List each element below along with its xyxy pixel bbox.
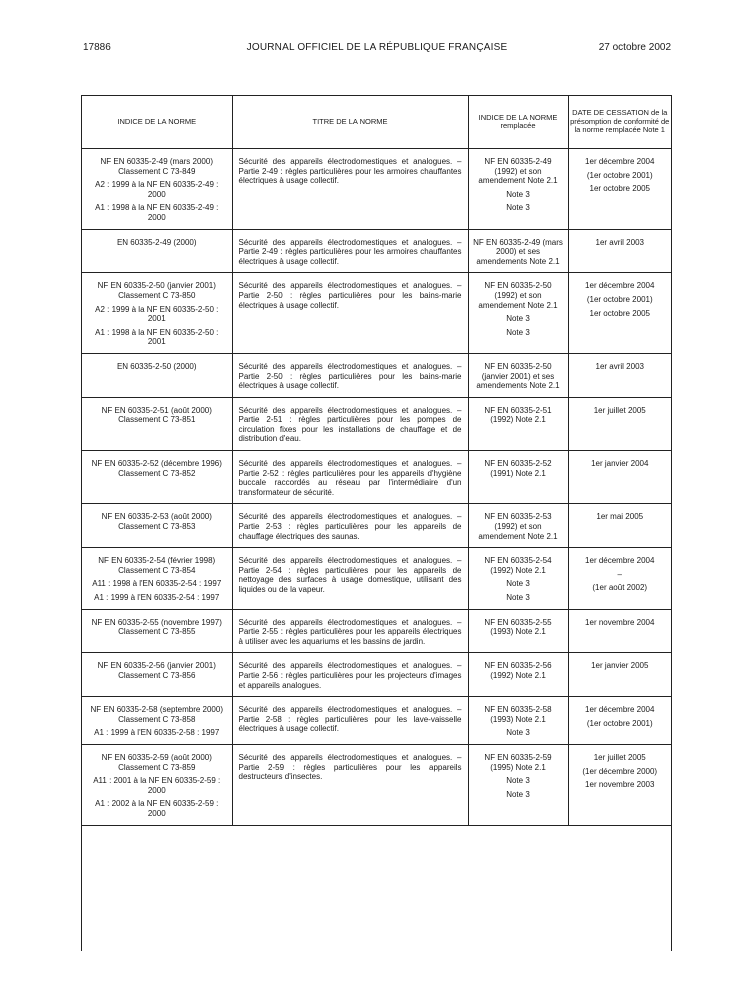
date-block — [569, 451, 672, 475]
amendment-date: – — [617, 569, 622, 579]
table-row — [82, 451, 671, 504]
cell-indice — [82, 504, 232, 548]
norme-remplacee: NF EN 60335-2-50 (janvier 2001) et ses amendements Note 2.1 — [476, 361, 560, 391]
norme-titre: Sécurité des appareils électrodomestiques et analogues. – Partie 2-49 : règles particulières pour les armoires chauffantes électriques à usage collectif. — [238, 157, 462, 186]
norme-indice: EN 60335-2-50 (2000) — [116, 361, 197, 371]
amendment-indice: A1 : 1998 à la NF EN 60335-2-50 : 2001 — [95, 327, 219, 347]
norme-titre: Sécurité des appareils électrodomestiques et analogues. – Partie 2-53 : règles particulières pour les appareils de chauffage électriques des saunas. — [238, 512, 462, 541]
norme-indice: NF EN 60335-2-50 (janvier 2001) Classement C 73-850 — [97, 281, 216, 300]
date-cessation: 1er décembre 2004 — [585, 705, 655, 715]
amendment-date: 1er octobre 2005 — [589, 184, 650, 194]
cell-remplacee — [468, 149, 568, 230]
titre-block — [233, 398, 468, 450]
indice-block — [82, 451, 232, 484]
cell-titre — [232, 609, 468, 653]
indice-block — [82, 697, 232, 744]
table-header-row — [82, 96, 671, 149]
table-row — [82, 229, 671, 273]
indice-block — [82, 745, 232, 825]
date-block — [569, 610, 672, 634]
norme-remplacee: NF EN 60335-2-53 (1992) et son amendement Note 2.1 — [478, 512, 558, 541]
date-block — [569, 653, 672, 677]
amendment-remplacee: Note 3 — [506, 189, 530, 199]
table-body — [82, 149, 671, 826]
amendment-date: (1er octobre 2001) — [586, 170, 653, 180]
titre-block — [233, 451, 468, 503]
indice-block — [82, 230, 232, 254]
titre-block — [233, 504, 468, 547]
amendment-remplacee: Note 3 — [506, 789, 530, 799]
cell-indice — [82, 609, 232, 653]
norme-indice: NF EN 60335-2-58 (septembre 2000) Classement C 73-858 — [90, 705, 223, 724]
cell-titre — [232, 273, 468, 354]
table-row — [82, 273, 671, 354]
norme-titre: Sécurité des appareils électrodomestiques et analogues. – Partie 2-56 : règles particulières pour les projecteurs d'images et appareils analogues. — [238, 661, 462, 690]
cell-remplacee — [468, 697, 568, 745]
cell-titre — [232, 744, 468, 825]
date-block — [569, 548, 672, 599]
norme-remplacee: NF EN 60335-2-49 (mars 2000) et ses amendements Note 2.1 — [473, 237, 563, 266]
norme-remplacee: NF EN 60335-2-56 (1992) Note 2.1 — [484, 661, 552, 680]
cell-titre — [232, 451, 468, 504]
header-indice: INDICE DE LA NORME — [82, 96, 232, 149]
amendment-indice: A1 : 2002 à la NF EN 60335-2-59 : 2000 — [95, 799, 219, 818]
indice-block — [82, 504, 232, 537]
norme-titre: Sécurité des appareils électrodomestiques et analogues. – Partie 2-51 : règles particulières pour les pompes de circulation fixes pour les installations de chauffage et de distribution d'eau. — [238, 405, 462, 444]
amendment-indice: A1 : 1999 à l'EN 60335-2-54 : 1997 — [94, 593, 220, 602]
amendment-remplacee: Note 3 — [506, 327, 530, 337]
cell-titre — [232, 149, 468, 230]
publication-date: 27 octobre 2002 — [598, 42, 671, 53]
cell-date — [568, 504, 671, 548]
header-remplacee: INDICE DE LA NORME remplacée — [468, 96, 568, 149]
cell-date — [568, 397, 671, 450]
norme-remplacee: NF EN 60335-2-51 (1992) Note 2.1 — [484, 405, 552, 425]
amendment-remplacee: Note 3 — [506, 593, 530, 602]
remplacee-block — [469, 548, 568, 608]
cell-remplacee — [468, 273, 568, 354]
date-cessation: 1er avril 2003 — [595, 237, 644, 247]
date-block — [569, 354, 672, 378]
cell-titre — [232, 504, 468, 548]
norme-remplacee: NF EN 60335-2-52 (1991) Note 2.1 — [484, 459, 552, 478]
amendment-remplacee: Note 3 — [506, 776, 530, 786]
amendment-indice: A11 : 1998 à l'EN 60335-2-54 : 1997 — [92, 579, 222, 589]
norme-indice: NF EN 60335-2-53 (août 2000) Classement C 73-853 — [101, 512, 212, 532]
norme-indice: NF EN 60335-2-51 (août 2000) Classement C 73-851 — [101, 405, 212, 425]
cell-indice — [82, 653, 232, 697]
norme-indice: NF EN 60335-2-59 (août 2000) Classement C 73-859 — [101, 752, 212, 772]
amendment-indice: A2 : 1999 à la NF EN 60335-2-50 : 2001 — [95, 304, 219, 324]
cell-remplacee — [468, 548, 568, 609]
indice-block — [82, 273, 232, 353]
cell-date — [568, 744, 671, 825]
cell-indice — [82, 697, 232, 745]
cell-indice — [82, 149, 232, 230]
cell-date — [568, 273, 671, 354]
date-cessation: 1er janvier 2004 — [591, 459, 649, 469]
amendment-date: 1er octobre 2005 — [589, 308, 650, 318]
cell-remplacee — [468, 397, 568, 450]
date-block — [569, 273, 672, 324]
standards-table — [82, 96, 671, 826]
amendment-remplacee: Note 3 — [506, 203, 530, 213]
remplacee-block — [469, 610, 568, 643]
norme-titre: Sécurité des appareils électrodomestiques et analogues. – Partie 2-50 : règles particulières pour les bains-marie électriques à usage collectif. — [238, 281, 462, 310]
norme-remplacee: NF EN 60335-2-58 (1993) Note 2.1 — [484, 705, 552, 724]
cell-titre — [232, 653, 468, 697]
remplacee-block — [469, 745, 568, 805]
norme-titre: Sécurité des appareils électrodomestiques et analogues. – Partie 2-49 : règles particulières pour les armoires chauffantes électriques à usage collectif. — [238, 237, 462, 266]
table-row — [82, 149, 671, 230]
page-header — [83, 42, 671, 56]
date-cessation: 1er mai 2005 — [596, 512, 644, 522]
date-cessation: 1er juillet 2005 — [593, 752, 646, 762]
norme-indice: NF EN 60335-2-49 (mars 2000) Classement C 73-849 — [100, 157, 213, 176]
cell-remplacee — [468, 229, 568, 273]
norme-titre: Sécurité des appareils électrodomestiques et analogues. – Partie 2-52 : règles particulières pour les appareils d'hygiène buccale raccordés au réseau par l'intermédiaire d'un transformateur de sécurité. — [238, 459, 462, 497]
cell-remplacee — [468, 504, 568, 548]
date-cessation: 1er janvier 2005 — [591, 661, 649, 671]
date-cessation: 1er décembre 2004 — [585, 281, 655, 291]
titre-block — [233, 653, 468, 696]
cell-titre — [232, 697, 468, 745]
cell-indice — [82, 397, 232, 450]
cell-remplacee — [468, 451, 568, 504]
cell-indice — [82, 451, 232, 504]
amendment-remplacee: Note 3 — [506, 579, 530, 589]
norme-indice: NF EN 60335-2-54 (février 1998) Classement C 73-854 — [98, 556, 216, 575]
amendment-date: (1er décembre 2000) — [582, 766, 658, 776]
cell-remplacee — [468, 653, 568, 697]
amendment-date: (1er août 2002) — [592, 583, 648, 593]
date-cessation: 1er avril 2003 — [595, 361, 644, 371]
amendment-date: 1er novembre 2003 — [585, 780, 655, 790]
remplacee-block — [469, 697, 568, 744]
cell-date — [568, 609, 671, 653]
standards-table-frame — [81, 95, 672, 951]
norme-titre: Sécurité des appareils électrodomestiques et analogues. – Partie 2-54 : règles particulières pour les appareils de nettoyage des surfaces à usage domestique, utilisant des liquides ou de la vapeur. — [238, 556, 462, 594]
cell-indice — [82, 744, 232, 825]
cell-remplacee — [468, 353, 568, 397]
date-cessation: 1er décembre 2004 — [585, 556, 655, 566]
norme-titre: Sécurité des appareils électrodomestiques et analogues. – Partie 2-59 : règles particulières pour les appareils destructeurs d'insectes. — [238, 752, 462, 782]
norme-indice: NF EN 60335-2-56 (janvier 2001) Classement C 73-856 — [97, 661, 216, 680]
titre-block — [233, 745, 468, 788]
remplacee-block — [469, 398, 568, 431]
remplacee-block — [469, 504, 568, 547]
remplacee-block — [469, 451, 568, 484]
remplacee-block — [469, 354, 568, 397]
amendment-date: (1er octobre 2001) — [586, 718, 653, 728]
cell-indice — [82, 548, 232, 609]
titre-block — [233, 697, 468, 740]
cell-titre — [232, 548, 468, 609]
norme-remplacee: NF EN 60335-2-50 (1992) et son amendement Note 2.1 — [478, 281, 558, 310]
remplacee-block — [469, 653, 568, 686]
table-row — [82, 353, 671, 397]
cell-date — [568, 653, 671, 697]
cell-date — [568, 353, 671, 397]
header-date-cessation: DATE DE CESSATION de la présomption de conformité de la norme remplacée Note 1 — [568, 96, 671, 149]
amendment-indice: A1 : 1998 à la NF EN 60335-2-49 : 2000 — [95, 203, 219, 222]
cell-date — [568, 149, 671, 230]
norme-indice: NF EN 60335-2-52 (décembre 1996) Classement C 73-852 — [91, 459, 222, 478]
cell-remplacee — [468, 609, 568, 653]
header-titre: TITRE DE LA NORME — [232, 96, 468, 149]
remplacee-block — [469, 149, 568, 219]
date-cessation: 1er décembre 2004 — [585, 157, 655, 166]
journal-title: JOURNAL OFFICIEL DE LA RÉPUBLIQUE FRANÇAISE — [246, 42, 508, 53]
table-row — [82, 504, 671, 548]
amendment-remplacee: Note 3 — [506, 314, 530, 324]
cell-indice — [82, 229, 232, 273]
cell-remplacee — [468, 744, 568, 825]
amendment-indice: A11 : 2001 à la NF EN 60335-2-59 : 2000 — [93, 776, 221, 795]
cell-titre — [232, 353, 468, 397]
cell-indice — [82, 273, 232, 354]
norme-titre: Sécurité des appareils électrodomestiques et analogues. – Partie 2-55 : règles particulières pour les appareils électriques à utiliser avec les aquariums et les bassins de jardin. — [238, 617, 462, 646]
titre-block — [233, 273, 468, 316]
norme-remplacee: NF EN 60335-2-59 (1995) Note 2.1 — [484, 752, 552, 772]
norme-indice: EN 60335-2-49 (2000) — [116, 237, 197, 247]
amendment-remplacee: Note 3 — [506, 728, 530, 738]
titre-block — [233, 354, 468, 397]
indice-block — [82, 149, 232, 229]
date-block — [569, 697, 672, 734]
table-row — [82, 744, 671, 825]
indice-block — [82, 610, 232, 643]
table-row — [82, 697, 671, 745]
titre-block — [233, 610, 468, 653]
titre-block — [233, 149, 468, 192]
titre-block — [233, 548, 468, 600]
indice-block — [82, 354, 232, 378]
cell-date — [568, 451, 671, 504]
cell-date — [568, 229, 671, 273]
remplacee-block — [469, 273, 568, 343]
date-cessation: 1er novembre 2004 — [585, 617, 655, 627]
amendment-indice: A1 : 1999 à l'EN 60335-2-58 : 1997 — [94, 728, 220, 738]
remplacee-block — [469, 230, 568, 273]
cell-date — [568, 548, 671, 609]
norme-remplacee: NF EN 60335-2-54 (1992) Note 2.1 — [484, 556, 552, 575]
page-number: 17886 — [83, 42, 111, 53]
amendment-indice: A2 : 1999 à la NF EN 60335-2-49 : 2000 — [95, 180, 219, 199]
norme-remplacee: NF EN 60335-2-55 (1993) Note 2.1 — [484, 617, 552, 637]
norme-titre: Sécurité des appareils électrodomestiques et analogues. – Partie 2-58 : règles particulières pour les lave-vaisselle électriques à usage collectif. — [238, 705, 462, 734]
date-block — [569, 504, 672, 528]
date-block — [569, 745, 672, 796]
cell-date — [568, 697, 671, 745]
date-block — [569, 230, 672, 254]
amendment-date: (1er octobre 2001) — [586, 294, 653, 304]
cell-titre — [232, 229, 468, 273]
date-cessation: 1er juillet 2005 — [593, 405, 646, 415]
indice-block — [82, 548, 232, 608]
table-row — [82, 397, 671, 450]
norme-indice: NF EN 60335-2-55 (novembre 1997) Classement C 73-855 — [91, 617, 222, 637]
norme-titre: Sécurité des appareils électrodomestiques et analogues. – Partie 2-50 : règles particulières pour les bains-marie électriques à usage collectif. — [238, 361, 462, 391]
date-block — [569, 149, 672, 200]
cell-indice — [82, 353, 232, 397]
date-block — [569, 398, 672, 422]
table-row — [82, 653, 671, 697]
indice-block — [82, 398, 232, 431]
table-row — [82, 609, 671, 653]
indice-block — [82, 653, 232, 686]
titre-block — [233, 230, 468, 273]
norme-remplacee: NF EN 60335-2-49 (1992) et son amendement Note 2.1 — [478, 157, 558, 186]
cell-titre — [232, 397, 468, 450]
table-row — [82, 548, 671, 609]
